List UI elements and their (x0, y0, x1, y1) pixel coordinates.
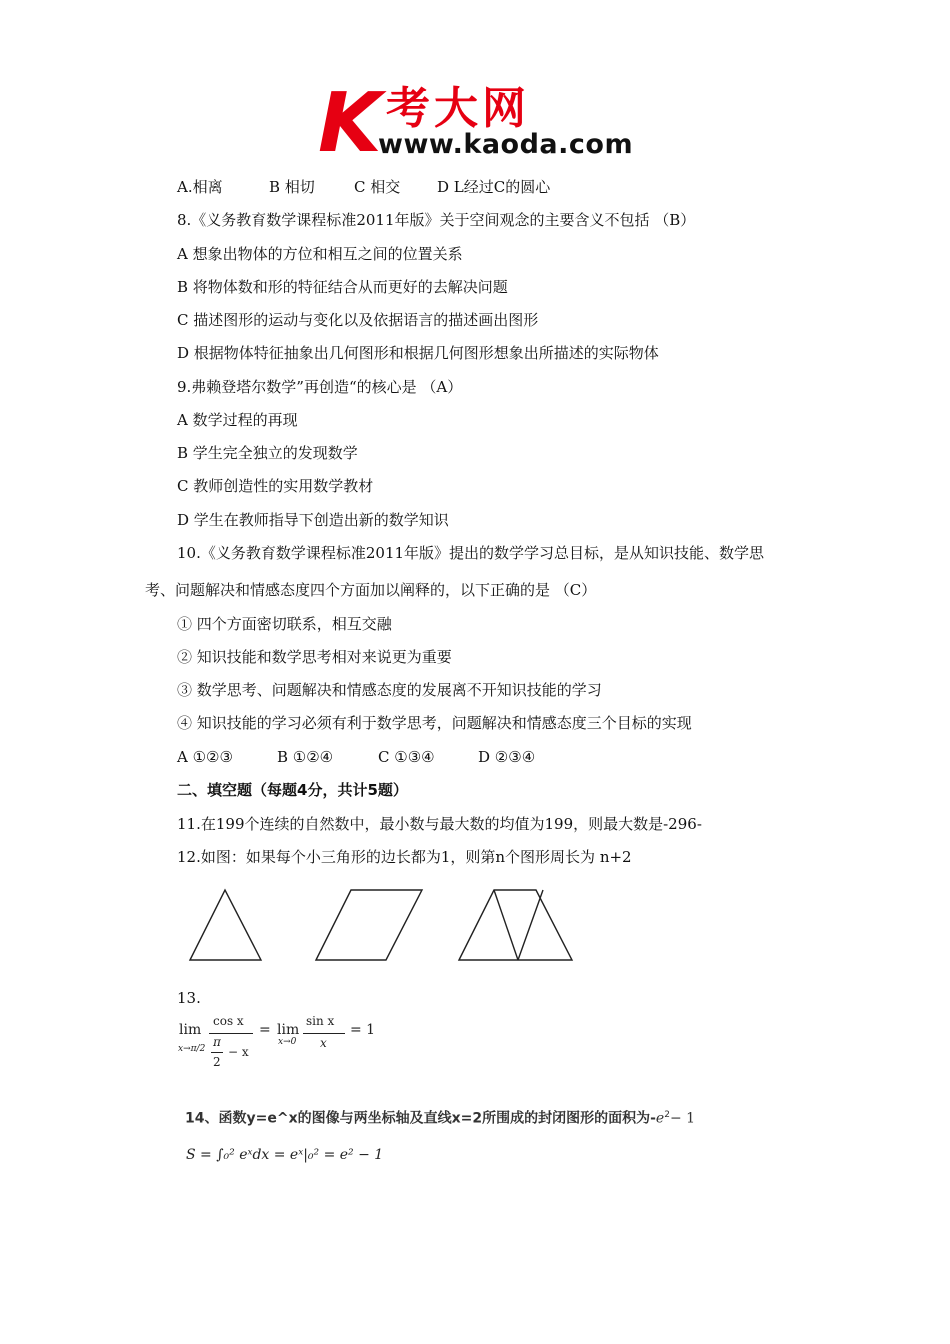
q10-item-4: ④ 知识技能的学习必须有利于数学思考，问题解决和情感态度三个目标的实现 (177, 714, 692, 732)
q10-option-d: D ②③④ (478, 748, 536, 766)
kaoda-logo (318, 76, 648, 171)
q8-option-c: C 描述图形的运动与变化以及依据语言的描述画出图形 (177, 311, 539, 329)
fraction-1-minus-x: − x (228, 1045, 249, 1059)
fraction-1-bar (209, 1033, 253, 1034)
q10-stem-line1: 10.《义务教育数学课程标准2011年版》提出的数学学习总目标，是从知识技能、数学思 (177, 544, 765, 562)
q10-option-b: B ①②④ (277, 748, 334, 766)
q8-stem: 8.《义务教育数学课程标准2011年版》关于空间观念的主要含义不包括 （B） (177, 211, 696, 229)
figure-parallelogram (316, 890, 422, 960)
q10-item-2: ② 知识技能和数学思考相对来说更为重要 (177, 648, 452, 666)
lim-2-subscript: x→0 (278, 1037, 297, 1047)
q9-option-d: D 学生在教师指导下创造出新的数学知识 (177, 511, 449, 529)
q10-option-c: C ①③④ (378, 748, 435, 766)
q7-option-d: D L经过C的圆心 (437, 178, 551, 196)
lim-2: lim (277, 1022, 300, 1038)
figure-trapezoid-inner-left (494, 890, 518, 960)
fraction-1-pi: π (213, 1035, 221, 1049)
fraction-1-numerator: cos x (213, 1014, 244, 1028)
q12-text: 12.如图：如果每个小三角形的边长都为1，则第n个图形周长为 n+2 (177, 848, 632, 866)
fraction-1-two: 2 (213, 1055, 221, 1069)
q12-figures (180, 880, 580, 970)
q10-item-3: ③ 数学思考、问题解决和情感态度的发展离不开知识技能的学习 (177, 681, 602, 699)
q10-stem-line2: 考、问题解决和情感态度四个方面加以阐释的，以下正确的是 （C） (145, 581, 597, 599)
q14-formula: S = ∫₀² eˣdx = eˣ|₀² = e² − 1 (186, 1147, 384, 1163)
figure-triangle (190, 890, 261, 960)
q13-result: = 1 (350, 1022, 376, 1038)
logo-url: www.kaoda.com (378, 129, 634, 160)
figure-trapezoid-inner-right (518, 890, 543, 960)
fraction-2-bar (303, 1033, 345, 1034)
q9-option-c: C 教师创造性的实用数学教材 (177, 477, 374, 495)
q9-stem: 9.弗赖登塔尔数学”再创造“的核心是 （A） (177, 378, 463, 396)
q14-answer-exp: 2 (664, 1110, 670, 1120)
q8-option-d: D 根据物体特征抽象出几何图形和根据几何图形想象出所描述的实际物体 (177, 344, 659, 362)
q7-option-c: C 相交 (354, 178, 401, 196)
equals-1: = (259, 1022, 271, 1038)
q7-option-a: A.相离 (177, 178, 223, 196)
logo-k-mark: K (318, 76, 378, 171)
logo-chinese-title: 考大网 (386, 83, 530, 134)
q13-number: 13. (177, 989, 201, 1007)
pi-over-2-bar (211, 1052, 223, 1053)
q14-question: 14、函数y=e^x的图像与两坐标轴及直线x=2所围成的封闭图形的面积为- (185, 1110, 656, 1127)
q8-option-b: B 将物体数和形的特征结合从而更好的去解决问题 (177, 278, 508, 296)
section-2-title: 二、填空题（每题4分，共计5题） (177, 781, 408, 799)
lim-1: lim (179, 1022, 202, 1038)
fraction-2-numerator: sin x (306, 1014, 335, 1028)
q8-option-a: A 想象出物体的方位和相互之间的位置关系 (177, 245, 463, 263)
q11-text: 11.在199个连续的自然数中，最小数与最大数的均值为199，则最大数是-296- (177, 815, 702, 833)
q14-text (185, 1105, 695, 1129)
q14-answer-base: e (655, 1110, 665, 1127)
q9-option-a: A 数学过程的再现 (177, 411, 298, 429)
q14-answer-tail: − 1 (669, 1110, 696, 1127)
q9-option-b: B 学生完全独立的发现数学 (177, 444, 358, 462)
fraction-2-denominator: x (320, 1036, 327, 1050)
figure-trapezoid (459, 890, 572, 960)
q10-item-1: ① 四个方面密切联系，相互交融 (177, 615, 392, 633)
q7-option-b: B 相切 (269, 178, 315, 196)
lim-1-subscript: x→π/2 (178, 1044, 206, 1054)
q10-option-a: A ①②③ (177, 748, 233, 766)
